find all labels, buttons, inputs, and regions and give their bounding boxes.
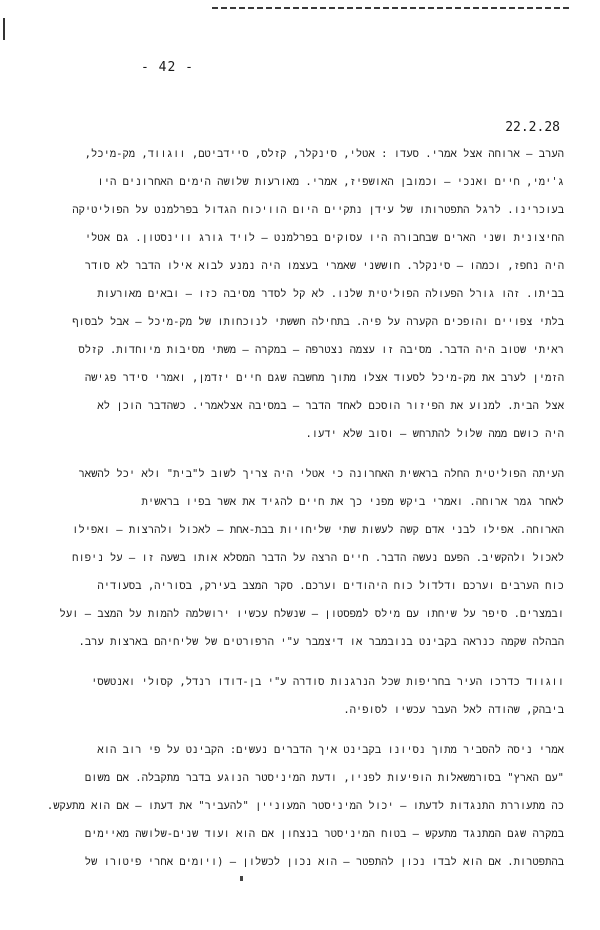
paragraph [42,140,564,448]
text-line: בביתו. זהו גורל הפעולה הפוליטית שלנו. לא קל לסדר מסיבה כזו – ובאים מאורעות [97,288,564,300]
text-line: בעוכרינו. לרגל התפטרותו של עידן נתקיים היום הוויכוח הגדול בפרלמנט על הפוליטיקה [72,204,564,216]
text-line: העיתה הפוליטית החלה בראשית האחרונה כי אטלי היה צריך לשוב ל"בית" ולא יכל להשאר [78,468,564,480]
text-line: לאחר גמר ארוחה. ואמרי ביקש מפני כך את חיים להגיד את אשר בפיו בראשית [141,496,564,508]
text-line: ובמצרים. סיפר על שיחתו עם מילס למפסטון – שנשלח עכשיו ירושלמה להמות על המצב – ועל [59,608,564,620]
paragraph-gap [42,656,564,668]
document-date: 22.2.28 [505,120,560,135]
text-line: כוח הערבים וערכם ודלדול כוח היהודים וערכם. סקר המצב בעירק, בסוריה, בסעודיה [97,580,564,592]
text-line: הארוחה. אפילו לבני אדם קשה לעשות שתי שליחויות בבת-אחת – לאכול ולהרצות – ואפילו [72,524,564,536]
paragraph [42,668,564,724]
text-line: ביבהק, שהודה לאל העבר עכשיו לסופיה. [343,704,564,716]
text-line: היה כושם ממה שלול להתרחש – וסוב שלא ידעו. [305,428,564,440]
text-line: "עם הארץ" בסורמשאלות הופיעות לפניו, ודעת המיניסטר הנוגע בדבר מתקבלה. אם משום [84,772,564,784]
text-line: לאכול ולהקשיב. הפעם נעשה הדבר. חיים הרצה על הדבר המסלא אותו בשעה זו – על ניפוח [72,552,564,564]
text-line: בהתפטרות. אם הוא לבדו נכון להתפטר – הוא נכון לכשלון – (ויומים אחרי פיטורו של [84,856,564,868]
paragraph-gap [42,448,564,460]
text-line: היה נחפז, וכמהו – סינקלר. חוששני שאמרי בעצמו היה נמנע לבוא אילו הדבר לא סודר [84,260,564,272]
margin-mark [3,18,5,40]
text-line: ג'ימי, חיים ואנכי – וכמובן האושפיז, אמרי. מאורעות שלושה הימים האחרונים היו [97,176,564,188]
paragraph [42,460,564,656]
page-number: - 42 - [141,60,194,75]
paragraph-gap [42,724,564,736]
text-line: כה מתעוררת התנגדות לדעתו – יכול המיניסטר המעוניין "להעביר" את דעתו – אם הוא מתעקש. [46,800,564,812]
top-scan-rule [212,7,572,9]
text-line: אצל הבית. למנוע את הפיזור הוסכם לאחד הדבר – במסיבה אצלאמרי. כשהדבר הוכן לא [97,400,564,412]
text-line: במקרה שגם המתנגד מתעקש – בטוח המיניסטר בנצחון אם הוא ועוד שנים-שלושה מאיימים [84,828,564,840]
document-body [42,140,564,876]
stray-mark [240,876,243,881]
text-line: בלתי צפויים והופכים הקערה על פיה. בתחילה חששתי לנוכחותו של מק-מיכל – אבל לבסוף [72,316,564,328]
text-line: אמרי ניסה להסביר מתוך נסיונו בקבינט איך הדברים נעשים: הקבינט על פי רוב הוא [97,744,564,756]
text-line: ווגווד כדרכו העיר בחריפות שכל הנרגנות סודרה ע"י בן-דודו רנדל, קסולי ואנטשסי [91,676,564,688]
text-line: הזמין לערב את מק-מיכל לסעוד אצלו מתוך מחשבה שגם חיים יזדמן, ואמרי סידר פגישה [84,372,564,384]
text-line: הבהלה שקמה כנראה בקבינט בנובמבר או דיצמבר ע"י הרפורטים של שליחיהם בארצות ערב. [78,636,564,648]
text-line: החיצונית ושני הארים שבחבורה היו עסוקים בפרלמנט – לויד גורג ווינסטון. גם אטלי [84,232,564,244]
text-line: ראיתי שטוב היה הדבר. מסיבה זו עצמה נצטרפה – במקרה – משתי מסיבות מיוחדות. קזלס [78,344,564,356]
paragraph [42,736,564,876]
text-line: הערב – ארוחה אצל אמרי. סעדו : אטלי, סינקלר, קזלס, סיידביטם, ווגווד, מק-מיכל, [84,148,564,160]
